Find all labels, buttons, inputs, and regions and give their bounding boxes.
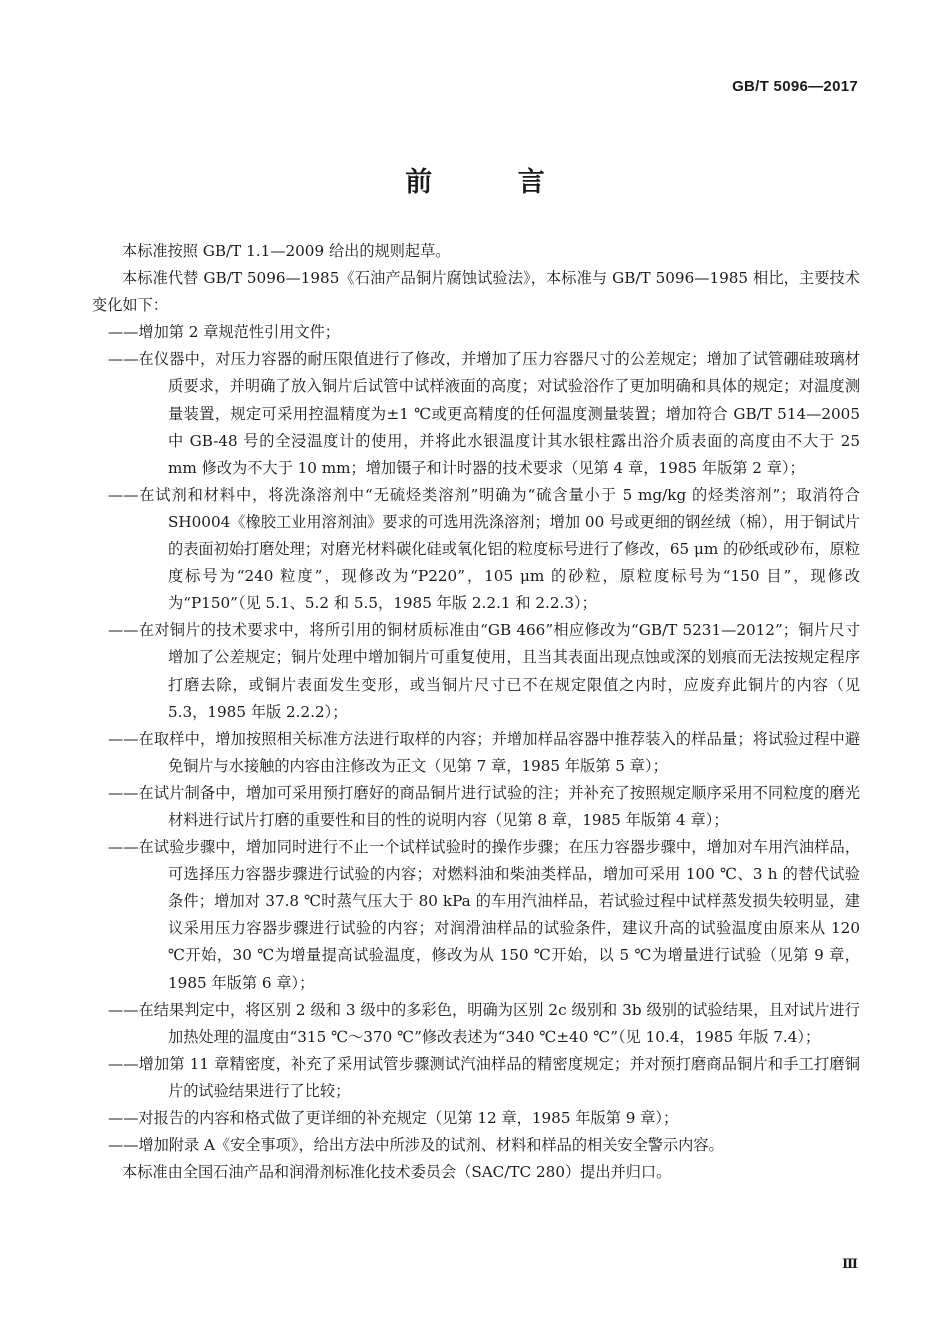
change-item: ——增加附录 A《安全事项》，给出方法中所涉及的试剂、材料和样品的相关安全警示内容。 [108,1136,724,1155]
standard-code: GB/T 5096—2017 [732,78,858,95]
change-item: ——在试片制备中，增加可采用预打磨好的商品铜片进行试验的注；并补充了按照规定顺序采用不同粒度的磨光材料进行试片打磨的重要性和目的性的说明内容（见第 8 章，1985 年版第 4 章）； [108,783,860,829]
change-item: ——对报告的内容和格式做了更详细的补充规定（见第 12 章，1985 年版第 9 章）； [108,1109,679,1127]
change-item: ——在试验步骤中，增加同时进行不止一个试样试验时的操作步骤；在压力容器步骤中，增加对车用汽油样品，可选择压力容器步骤进行试验的内容；对燃料油和柴油类样品，增加可采用 100 ℃、3 h 的替代试验条件；增加对 37.8 ℃时蒸气压大于 80 kPa 的车用汽油样品，若试验过程中试样蒸发损失较明显，建议采用压力容器步骤进行试验的内容；对润滑油样品的试验条件，建议升高的试验温度由原来从 120 ℃开始，30 ℃为增量提高试验温度，修改为从 150 ℃开始，以 5 ℃为增量进行试验（见第 9 章，1985 年版第 6 章）； [108,838,860,992]
paragraph-drafting-rules: 本标准按照 GB/T 1.1—2009 给出的规则起草。 [122,242,451,260]
change-item: ——在取样中，增加按照相关标准方法进行取样的内容；并增加样品容器中推荐装入的样品量；将试验过程中避免铜片与水接触的内容由注修改为正文（见第 7 章，1985 年版第 5 章）； [108,729,860,775]
foreword-body [92,238,860,1186]
paragraph-replacement: 本标准代替 GB/T 5096—1985《石油产品铜片腐蚀试验法》，本标准与 GB/T 5096—1985 相比，主要技术变化如下： [92,269,860,315]
page-number: Ⅲ [842,1257,858,1272]
change-item: ——增加第 11 章精密度，补充了采用试管步骤测试汽油样品的精密度规定；并对预打磨商品铜片和手工打磨铜片的试验结果进行了比较； [108,1054,860,1100]
change-item: ——在仪器中，对压力容器的耐压限值进行了修改，并增加了压力容器尺寸的公差规定；增加了试管硼硅玻璃材质要求，并明确了放入铜片后试管中试样液面的高度；对试验浴作了更加明确和具体的规定；对温度测量装置，规定可采用控温精度为±1 ℃或更高精度的任何温度测量装置；增加符合 GB/T 514—2005 中 GB-48 号的全浸温度计的使用，并将此水银温度计其水银柱露出浴介质表面的高度由不大于 25 mm 修改为不大于 10 mm；增加镊子和计时器的技术要求（见第 4 章，1985 年版第 2 章）； [108,350,860,477]
page-title: 前 言 [405,167,583,198]
change-item: ——在结果判定中，将区别 2 级和 3 级中的多彩色，明确为区别 2c 级别和 3b 级别的试验结果，且对试片进行加热处理的温度由“315 ℃～370 ℃”修改表述为“340 ℃±40 ℃”（见 10.4，1985 年版 7.4）； [108,1000,860,1046]
change-item: ——在试剂和材料中，将洗涤溶剂中“无硫烃类溶剂”明确为“硫含量小于 5 mg/kg 的烃类溶剂”；取消符合 SH0004《橡胶工业用溶剂油》要求的可选用洗涤溶剂；增加 00 号或更细的钢丝绒（棉），用于铜试片的表面初始打磨处理；对磨光材料碳化硅或氧化铝的粒度标号进行了修改，65 μm 的砂纸或砂布，原粒度标号为“240 粒度”，现修改为“P220”，105 μm 的砂粒，原粒度标号为“150 目”，现修改为“P150”（见 5.1、5.2 和 5.5，1985 年版 2.2.1 和 2.2.3）； [108,485,860,613]
paragraph-closing: 本标准由全国石油产品和润滑剂标准化技术委员会（SAC/TC 280）提出并归口。 [122,1163,672,1182]
change-item: ——在对铜片的技术要求中，将所引用的铜材质标准由“GB 466”相应修改为“GB/T 5231—2012”；铜片尺寸增加了公差规定；铜片处理中增加铜片可重复使用，且当其表面出现点蚀或深的划痕而无法按规定程序打磨去除，或铜片表面发生变形，或当铜片尺寸已不在规定限值之内时，应废弃此铜片的内容（见 5.3，1985 年版 2.2.2）； [108,621,860,721]
change-item: ——增加第 2 章规范性引用文件； [108,323,340,342]
